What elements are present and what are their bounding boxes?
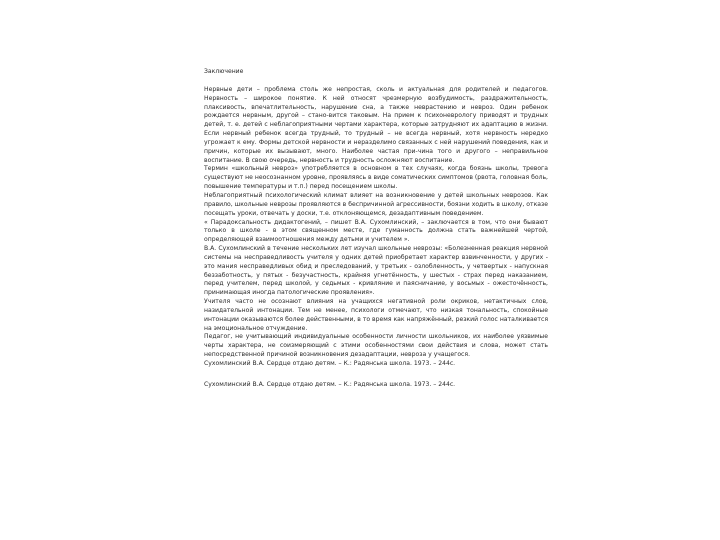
paragraph: Неблагоприятный психологический климат влияет на возникновение у детей школьных неврозов. Как правило, школьные неврозы проявляются в беспричинной агрессивности, боязни ходить в школу, отказе посещать уроки, отвечать у доски, т.е. отклоняющемся, дезадаптивным поведением. xyxy=(204,191,548,217)
paragraph: Сухомлинский В.А. Сердце отдаю детям. – К.: Радянська школа. 1973. – 244с. xyxy=(204,360,456,367)
paragraph: Нервные дети – проблема столь же непростая, сколь и актуальная для родителей и педагогов. Нервность – широкое понятие. К ней относят чрезмерную возбудимость, раздражительность, плаксивость, впечатлительность, нарушение сна, а также неврастению и невроз. Один ребенок рождается нервным, другой – стано-вится таковым. На прием к психоневрологу приводят и трудных детей, т. е. детей с неблагоприятными чертами характера, которые затрудняют их адаптацию в жизни. Если нервный ребенок всегда трудный, то трудный – не всегда нервный, хотя нервность нередко угрожает к ему. Формы детской нервности и неразделимо связанных с ней нарушений поведения, как и причин, которые их вызывают, много. Наиболее частая при-чина того и другого – неправильное воспитание. В свою очередь, нервность и трудность осложняют воспитание. xyxy=(204,85,548,164)
document-title: Заключение xyxy=(204,68,244,75)
reference-item: Сухомлинский В.А. Сердце отдаю детям. – К.: Радянська школа. 1973. – 244с. xyxy=(204,380,456,388)
paragraph: В.А. Сухомлинский в течение нескольких лет изучал школьные неврозы: «Болезненная реакция нервной системы на несправедливость учителя у одних детей приобретает характер взвинченности, у других - это мания несправедливых обид и преследований, у третьих - озлобленность, у четвертых - напускная беззаботность, у пятых - безучастность, крайняя угнетённость, у шестых - страх перед наказанием, перед учителем, перед школой, у седьмых - кривляние и паясничание, у восьмых - ожесточённость, принимающая иногда патологические проявления». xyxy=(204,245,548,297)
document-body xyxy=(204,86,548,369)
paragraph: Педагог, не учитывающий индивидуальные особенности личности школьников, их наиболее уязвимые черты характера, не соизмеряющий с этими особенностями свои действия и слова, может стать непосредственной причиной возникновения дезадаптации, невроза у учащегося. xyxy=(204,333,548,359)
paragraph: « Парадоксальность дидактогений, – пишет В.А. Сухомлинский, – заключается в том, что они бывают только в школе - в этом священном месте, где гуманность должна стать важнейшей чертой, определяющей взаимоотношения между детьми и учителем ». xyxy=(204,218,548,244)
references xyxy=(204,381,548,390)
paragraph: Термин «школьный невроз» употребляется в основном в тех случаях, когда боязнь школы, тревога существуют не неосознанном уровне, проявляясь в виде соматических симптомов (рвота, головная боль, повышение температуры и т.п.) перед посещением школы. xyxy=(204,165,548,191)
paragraph: Учителя часто не осознают влияния на учащихся негативной роли окриков, нетактичных слов, назидательной интонации. Тем не менее, психологи отмечают, что низкая тональность, спокойные интонации оказываются более действенными, в то время как напряжённый, резкий голос наталкивается на эмоциональное отчуждение. xyxy=(204,298,548,332)
document-content xyxy=(204,68,548,390)
